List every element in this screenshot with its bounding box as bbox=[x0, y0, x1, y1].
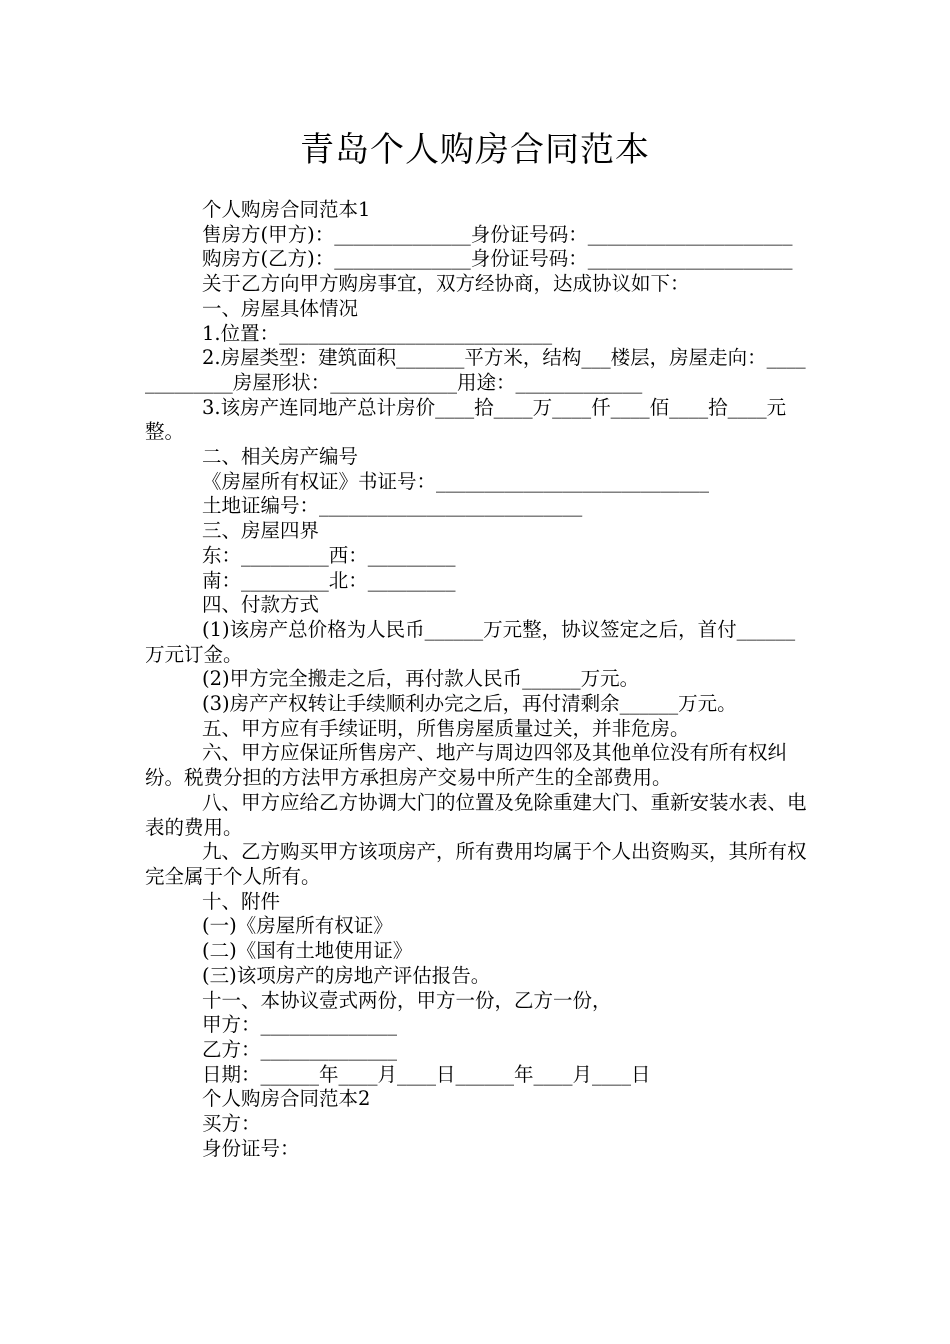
section-boundaries: 三、房屋四界 bbox=[202, 519, 320, 543]
boundary-south-north: 南：_________北：_________ bbox=[202, 568, 456, 592]
ownership-cert-number: 《房屋所有权证》书证号：____________________________ bbox=[202, 469, 710, 493]
section-property-numbers: 二、相关房产编号 bbox=[202, 445, 359, 469]
land-cert-number: 土地证编号：___________________________ bbox=[202, 494, 583, 518]
heading-contract-2: 个人购房合同范本2 bbox=[202, 1087, 371, 1111]
clause-5: 五、甲方应有手续证明，所售房屋质量过关，并非危房。 bbox=[202, 716, 690, 740]
agreement-intro: 关于乙方向甲方购房事宜，双方经协商，达成协议如下： bbox=[202, 272, 690, 296]
heading-contract-1: 个人购房合同范本1 bbox=[202, 198, 371, 221]
attachment-1: (一)《房屋所有权证》 bbox=[202, 914, 393, 938]
document-body bbox=[145, 198, 807, 1161]
payment-1: (1)该房产总价格为人民币______万元整，协议签定之后，首付______万元订金。 bbox=[145, 617, 796, 666]
buyer-label: 买方： bbox=[202, 1112, 261, 1136]
house-type: 2.房屋类型：建筑面积_______平方米，结构___楼层，房屋走向：_____________房屋形状：_____________用途：_____________ bbox=[145, 346, 806, 394]
payment-3: (3)房产产权转让手续顺利办完之后，再付清剩余______万元。 bbox=[202, 692, 737, 716]
section-house-info: 一、房屋具体情况 bbox=[202, 296, 359, 320]
signature-date: 日期：______年____月____日______年____月____日 bbox=[202, 1062, 651, 1086]
section-payment: 四、付款方式 bbox=[202, 593, 320, 617]
payment-2: (2)甲方完全搬走之后，再付款人民币______万元。 bbox=[202, 667, 640, 691]
house-price: 3.该房产连同地产总计房价____拾____万____仟____佰____拾____元整。 bbox=[145, 395, 787, 444]
clause-9: 九、乙方购买甲方该项房产，所有费用均属于个人出资购买，其所有权完全属于个人所有。 bbox=[145, 840, 807, 888]
attachment-2: (二)《国有土地使用证》 bbox=[202, 939, 413, 963]
buyer-line: 购房方(乙方)：______________身份证号码：_____________________ bbox=[202, 247, 793, 271]
signature-party-a: 甲方：______________ bbox=[202, 1013, 398, 1037]
clause-11: 十一、本协议壹式两份，甲方一份，乙方一份， bbox=[202, 988, 612, 1012]
id-number-label: 身份证号： bbox=[202, 1136, 300, 1160]
signature-party-b: 乙方：______________ bbox=[202, 1037, 398, 1061]
clause-6: 六、甲方应保证所售房产、地产与周边四邻及其他单位没有所有权纠纷。税费分担的方法甲方承担房产交易中所产生的全部费用。 bbox=[145, 741, 788, 790]
document-title: 青岛个人购房合同范本 bbox=[300, 130, 650, 170]
clause-8: 八、甲方应给乙方协调大门的位置及免除重建大门、重新安装水表、电表的费用。 bbox=[145, 790, 807, 839]
house-location: 1.位置：____________________________ bbox=[202, 321, 553, 345]
section-attachments: 十、附件 bbox=[202, 889, 281, 913]
seller-line: 售房方(甲方)：______________身份证号码：_____________________ bbox=[202, 222, 793, 246]
boundary-east-west: 东：_________西：_________ bbox=[202, 543, 456, 567]
attachment-3: (三)该项房产的房地产评估报告。 bbox=[202, 963, 491, 987]
